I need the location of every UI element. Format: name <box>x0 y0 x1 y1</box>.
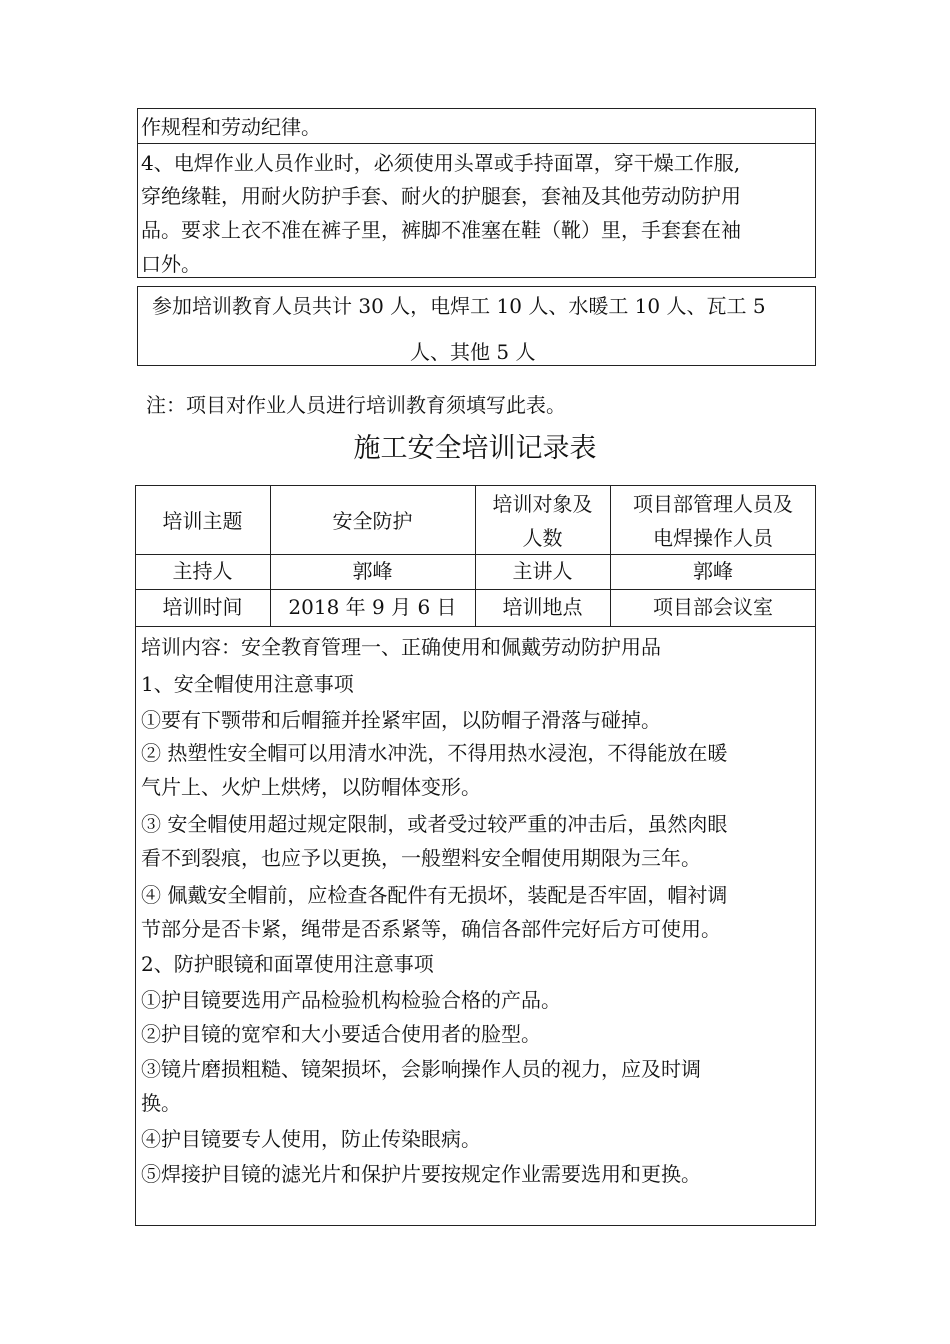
target-value-line-2: 电焊操作人员 <box>653 526 773 550</box>
content-line-11: ①护目镜要选用产品检验机构检验合格的产品。 <box>141 988 561 1012</box>
content-line-13: ③镜片磨损粗糙、镜架损坏，会影响操作人员的视力，应及时调 <box>141 1057 701 1081</box>
content-line-14: 换。 <box>141 1091 181 1115</box>
time-value: 2018 年 9 月 6 日 <box>288 595 457 619</box>
topic-value: 安全防护 <box>332 509 413 533</box>
content-line-10: 2、防护眼镜和面罩使用注意事项 <box>141 952 434 976</box>
content-line-4: ② 热塑性安全帽可以用清水冲洗，不得用热水浸泡，不得能放在暖 <box>141 741 728 765</box>
content-line-16: ⑤焊接护目镜的滤光片和保护片要按规定作业需要选用和更换。 <box>141 1162 701 1186</box>
host-label: 主持人 <box>172 559 233 583</box>
content-line-7: 看不到裂痕，也应予以更换，一般塑料安全帽使用期限为三年。 <box>141 846 701 870</box>
host-value: 郭峰 <box>352 559 393 583</box>
form-title: 施工安全培训记录表 <box>353 433 597 464</box>
topic-label: 培训主题 <box>162 509 243 533</box>
location-label: 培训地点 <box>502 595 583 619</box>
welding-rule-line-3: 品。要求上衣不准在裤子里，裤脚不准塞在鞋（靴）里，手套套在袖 <box>141 218 741 242</box>
speaker-label: 主讲人 <box>512 559 573 583</box>
welding-rule-line-2: 穿绝缘鞋，用耐火防护手套、耐火的护腿套，套袖及其他劳动防护用 <box>141 184 741 208</box>
welding-rule-line-4: 口外。 <box>141 252 201 276</box>
content-line-1: 培训内容：安全教育管理一、正确使用和佩戴劳动防护用品 <box>141 635 661 659</box>
target-label-line-2: 人数 <box>522 526 563 550</box>
work-rules-text: 作规程和劳动纪律。 <box>141 115 321 139</box>
content-line-15: ④护目镜要专人使用，防止传染眼病。 <box>141 1127 481 1151</box>
content-line-8: ④ 佩戴安全帽前，应检查各配件有无损坏，装配是否牢固，帽衬调 <box>141 883 728 907</box>
content-line-3: ①要有下颚带和后帽箍并拴紧牢固，以防帽子滑落与碰掉。 <box>141 708 661 732</box>
speaker-value: 郭峰 <box>693 559 733 583</box>
content-line-9: 节部分是否卡紧，绳带是否系紧等，确信各部件完好后方可使用。 <box>141 917 721 941</box>
location-value: 项目部会议室 <box>653 595 773 619</box>
content-line-2: 1、安全帽使用注意事项 <box>141 672 354 696</box>
content-line-6: ③ 安全帽使用超过规定限制，或者受过较严重的冲击后，虽然肉眼 <box>141 812 728 836</box>
participants-line-2: 人、其他 5 人 <box>410 340 536 364</box>
note-text: 注：项目对作业人员进行培训教育须填写此表。 <box>146 393 566 417</box>
participants-line-1: 参加培训教育人员共计 30 人，电焊工 10 人、水暖工 10 人、瓦工 5 <box>152 294 766 318</box>
time-label: 培训时间 <box>162 595 243 619</box>
welding-rule-line-1: 4、电焊作业人员作业时，必须使用头罩或手持面罩，穿干燥工作服, <box>141 151 741 175</box>
content-line-12: ②护目镜的宽窄和大小要适合使用者的脸型。 <box>141 1022 541 1046</box>
target-label-line-1: 培训对象及 <box>492 492 593 516</box>
target-value-line-1: 项目部管理人员及 <box>633 492 793 516</box>
record-row-divider-3 <box>135 626 816 627</box>
content-line-5: 气片上、火炉上烘烤，以防帽体变形。 <box>141 775 481 799</box>
